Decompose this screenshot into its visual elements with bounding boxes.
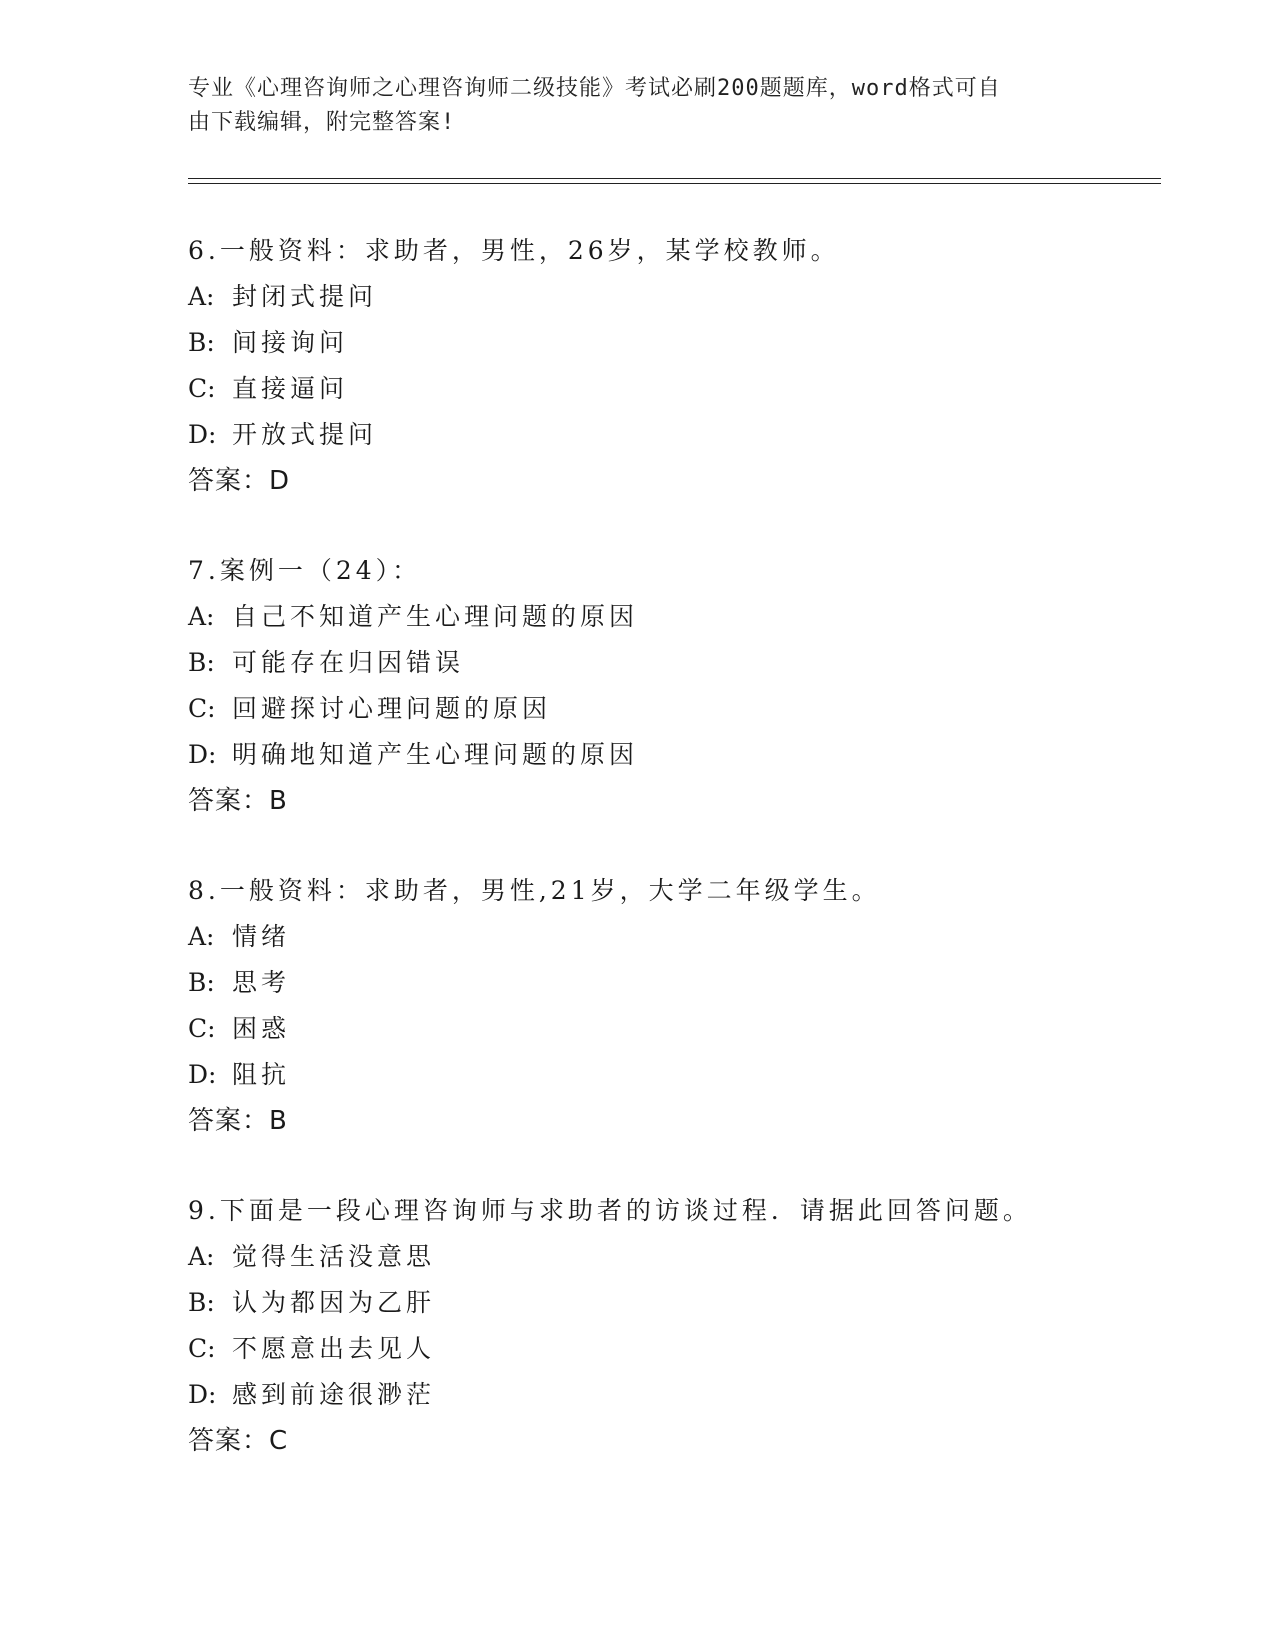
option-a bbox=[188, 594, 1148, 640]
option-key: D: bbox=[188, 1380, 217, 1409]
option-key: C: bbox=[188, 694, 216, 723]
option-key: B: bbox=[188, 968, 215, 997]
option-text: 不愿意出去见人 bbox=[232, 1334, 436, 1363]
option-text: 可能存在归因错误 bbox=[232, 648, 465, 677]
option-key: B: bbox=[188, 328, 215, 357]
option-key: C: bbox=[188, 1334, 216, 1363]
option-key: B: bbox=[188, 648, 215, 677]
option-c bbox=[188, 366, 1148, 412]
option-text: 困惑 bbox=[232, 1014, 291, 1043]
option-d bbox=[188, 1052, 1148, 1098]
option-text: 明确地知道产生心理问题的原因 bbox=[232, 740, 639, 769]
option-text: 认为都因为乙肝 bbox=[232, 1288, 436, 1317]
answer-line: 答案：B bbox=[188, 786, 288, 816]
option-text: 封闭式提问 bbox=[232, 282, 378, 311]
option-d bbox=[188, 1372, 1148, 1418]
option-b bbox=[188, 1280, 1148, 1326]
option-b bbox=[188, 640, 1148, 686]
option-text: 感到前途很渺茫 bbox=[232, 1380, 436, 1409]
option-text: 阻抗 bbox=[232, 1060, 291, 1089]
option-key: C: bbox=[188, 374, 216, 403]
option-c bbox=[188, 1326, 1148, 1372]
option-text: 觉得生活没意思 bbox=[232, 1242, 436, 1271]
option-key: D: bbox=[188, 420, 217, 449]
option-key: D: bbox=[188, 740, 217, 769]
header-line-1: 专业《心理咨询师之心理咨询师二级技能》考试必刷200题题库，word格式可自 bbox=[188, 76, 1001, 101]
answer-line: 答案：C bbox=[188, 1426, 289, 1456]
option-c bbox=[188, 686, 1148, 732]
option-text: 间接询问 bbox=[232, 328, 349, 357]
option-key: A: bbox=[188, 922, 215, 951]
question-title: 6.一般资料：求助者，男性，26岁，某学校教师。 bbox=[188, 236, 840, 265]
question-6 bbox=[188, 228, 1148, 504]
document-header bbox=[188, 72, 1068, 140]
answer-line: 答案：D bbox=[188, 466, 291, 496]
option-text: 直接逼问 bbox=[232, 374, 349, 403]
header-divider-bottom bbox=[188, 183, 1161, 184]
option-a bbox=[188, 1234, 1148, 1280]
header-divider-top bbox=[188, 178, 1161, 179]
option-b bbox=[188, 320, 1148, 366]
question-8 bbox=[188, 868, 1148, 1144]
option-a bbox=[188, 274, 1148, 320]
option-a bbox=[188, 914, 1148, 960]
option-c bbox=[188, 1006, 1148, 1052]
option-key: D: bbox=[188, 1060, 217, 1089]
option-key: A: bbox=[188, 602, 215, 631]
option-key: A: bbox=[188, 282, 215, 311]
question-9 bbox=[188, 1188, 1148, 1464]
question-7 bbox=[188, 548, 1148, 824]
option-text: 情绪 bbox=[232, 922, 291, 951]
answer-line: 答案：B bbox=[188, 1106, 288, 1136]
option-d bbox=[188, 412, 1148, 458]
option-key: B: bbox=[188, 1288, 215, 1317]
question-title: 8.一般资料：求助者，男性,21岁，大学二年级学生。 bbox=[188, 876, 881, 905]
option-text: 回避探讨心理问题的原因 bbox=[232, 694, 552, 723]
header-line-2: 由下载编辑，附完整答案! bbox=[188, 110, 456, 135]
option-key: A: bbox=[188, 1242, 215, 1271]
option-text: 思考 bbox=[232, 968, 291, 997]
option-text: 自己不知道产生心理问题的原因 bbox=[232, 602, 639, 631]
option-text: 开放式提问 bbox=[232, 420, 378, 449]
option-key: C: bbox=[188, 1014, 216, 1043]
option-b bbox=[188, 960, 1148, 1006]
option-d bbox=[188, 732, 1148, 778]
question-title: 9.下面是一段心理咨询师与求助者的访谈过程．请据此回答问题。 bbox=[188, 1196, 1032, 1225]
question-title: 7.案例一（24）： bbox=[188, 556, 422, 585]
